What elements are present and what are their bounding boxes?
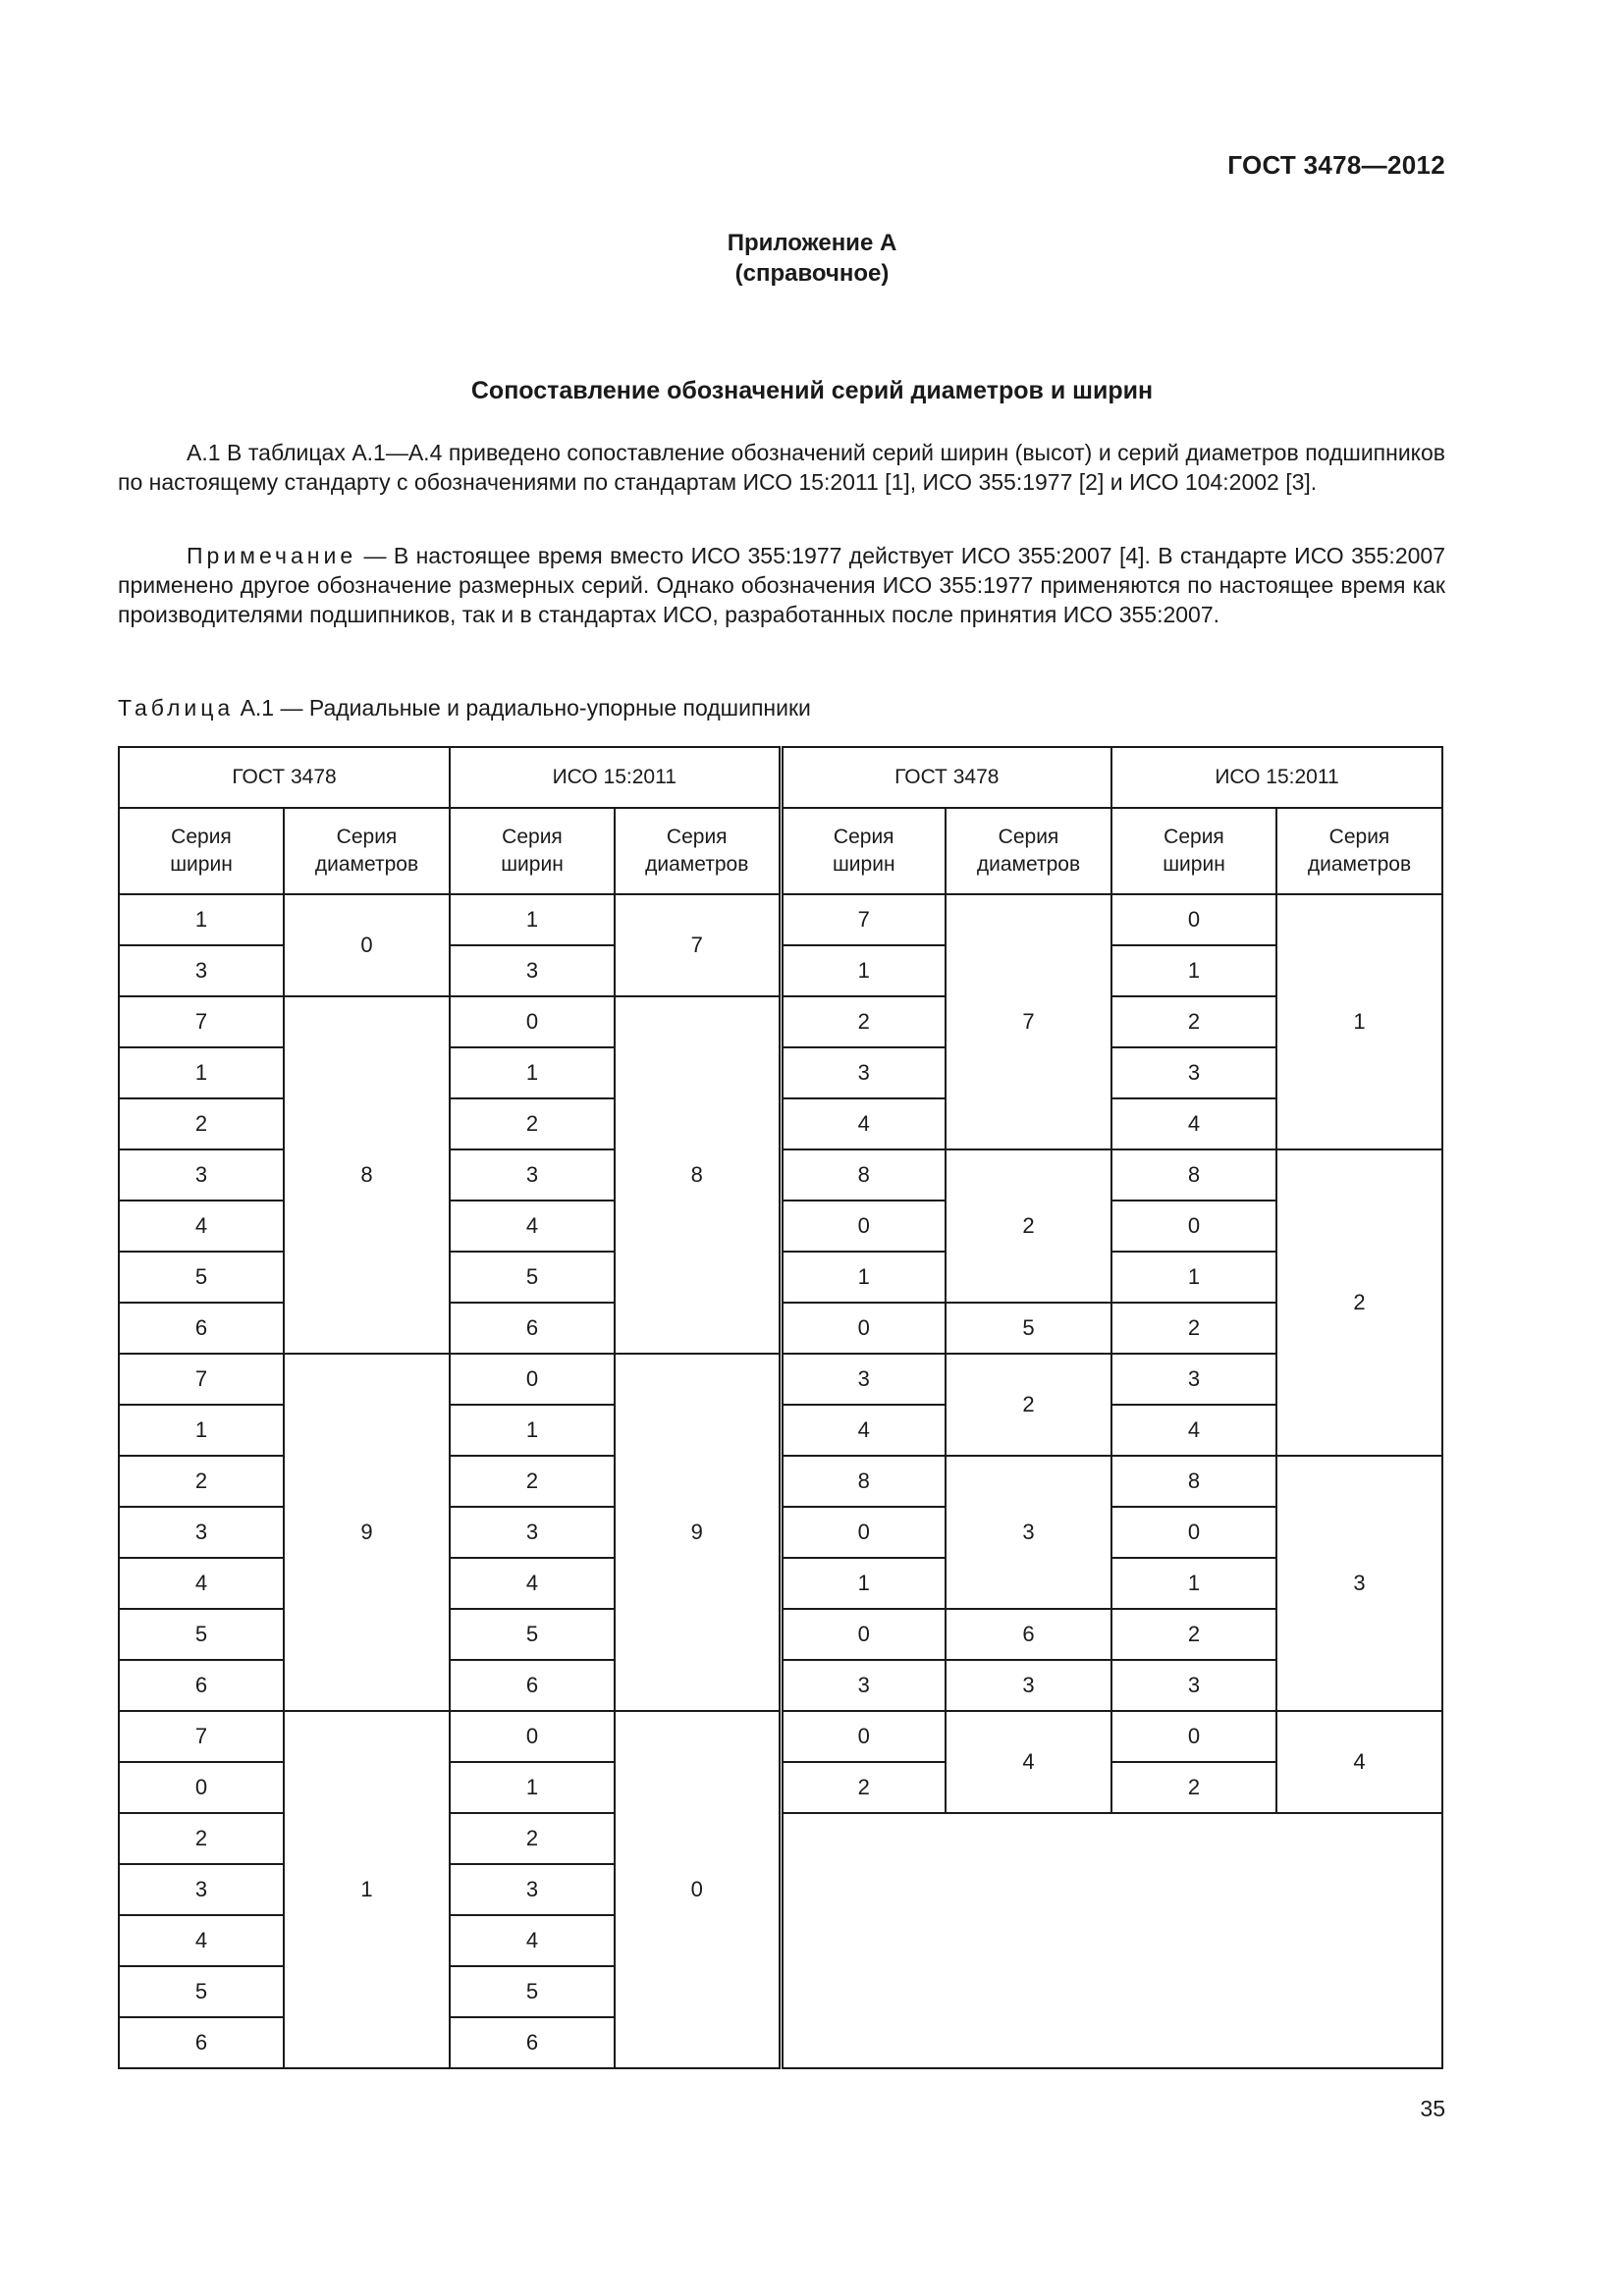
table-cell: 2 <box>1111 996 1276 1047</box>
subheader-line: ширин <box>1163 853 1225 876</box>
table-cell: 3 <box>450 945 615 996</box>
subheader-line: Серия <box>666 826 728 848</box>
table-cell: 5 <box>450 1252 615 1303</box>
table-cell: 9 <box>615 1354 781 1711</box>
table-caption <box>118 695 811 721</box>
table-cell: 2 <box>450 1098 615 1149</box>
table-cell: 0 <box>615 1711 781 2068</box>
table-cell: 3 <box>119 1149 284 1201</box>
table-cell: 0 <box>781 1609 946 1660</box>
table-cell: 0 <box>1111 1201 1276 1252</box>
group-header-iso-left: ИСО 15:2011 <box>450 747 781 808</box>
table-cell: 1 <box>450 894 615 945</box>
subheader-cell <box>946 808 1111 894</box>
table-cell: 3 <box>119 1864 284 1915</box>
table-caption-label: Таблица <box>118 695 235 721</box>
table-cell: 2 <box>781 996 946 1047</box>
group-header-iso-right: ИСО 15:2011 <box>1111 747 1442 808</box>
table-cell: 1 <box>781 1558 946 1609</box>
table-cell: 4 <box>119 1201 284 1252</box>
subheader-line: ширин <box>501 853 564 876</box>
table-cell: 3 <box>1111 1354 1276 1405</box>
table-group-header-row <box>119 747 1442 808</box>
table-cell: 2 <box>119 1813 284 1864</box>
table-cell: 1 <box>781 1252 946 1303</box>
table-caption-text: А.1 — Радиальные и радиально-упорные подшипники <box>234 695 811 721</box>
table-cell: 0 <box>781 1711 946 1762</box>
table-row <box>119 1354 1442 1405</box>
table-cell: 7 <box>946 894 1111 1149</box>
table-cell: 5 <box>450 1966 615 2017</box>
table-cell: 2 <box>781 1762 946 1813</box>
subheader-line: Серия <box>998 826 1059 848</box>
subheader-cell <box>1111 808 1276 894</box>
table-cell: 3 <box>781 1660 946 1711</box>
subheader-cell <box>284 808 450 894</box>
table-row <box>119 894 1442 945</box>
table-cell: 9 <box>284 1354 450 1711</box>
table-cell: 8 <box>284 996 450 1354</box>
annex-heading <box>0 228 1624 289</box>
table-cell: 1 <box>119 894 284 945</box>
table-cell: 1 <box>119 1047 284 1098</box>
table-cell: 7 <box>119 1711 284 1762</box>
note-text: — В настоящее время вместо ИСО 355:1977 действует ИСО 355:2007 [4]. В стандарте ИСО 355:2007 применено другое обозначение размерных серий. Однако обозначения ИСО 355:1977 применяются по настоящее время как производителями подшипников, так и в стандартах ИСО, разработанных после принятия ИСО 355:2007. <box>118 543 1445 627</box>
table-cell: 4 <box>119 1915 284 1966</box>
table-cell: 0 <box>450 1711 615 1762</box>
table-row <box>119 996 1442 1047</box>
table-cell: 4 <box>1111 1098 1276 1149</box>
table-cell: 4 <box>450 1558 615 1609</box>
table-cell: 0 <box>1111 1507 1276 1558</box>
table-cell: 1 <box>1111 1252 1276 1303</box>
table-subheader-row <box>119 808 1442 894</box>
annex-kind: (справочное) <box>734 260 890 287</box>
table-cell: 0 <box>1111 894 1276 945</box>
table-cell: 1 <box>1111 945 1276 996</box>
table-cell: 6 <box>119 1303 284 1354</box>
page-number: 35 <box>1420 2096 1445 2121</box>
subheader-line: Серия <box>1164 826 1224 848</box>
table-cell: 6 <box>450 2017 615 2068</box>
table-cell: 5 <box>946 1303 1111 1354</box>
table-cell: 2 <box>450 1456 615 1507</box>
table-cell: 6 <box>119 1660 284 1711</box>
table-cell: 1 <box>284 1711 450 2068</box>
table-cell: 0 <box>781 1303 946 1354</box>
table-cell: 3 <box>450 1507 615 1558</box>
table-cell: 2 <box>1111 1762 1276 1813</box>
subheader-line: Серия <box>171 826 232 848</box>
table-empty-area <box>781 1813 1442 2068</box>
table-cell: 1 <box>450 1762 615 1813</box>
table-cell: 3 <box>450 1149 615 1201</box>
subheader-line: диаметров <box>976 853 1081 876</box>
subheader-cell <box>450 808 615 894</box>
table-cell: 8 <box>615 996 781 1354</box>
group-header-gost-right: ГОСТ 3478 <box>781 747 1111 808</box>
subheader-cell <box>119 808 284 894</box>
subheader-cell <box>615 808 781 894</box>
table-cell: 4 <box>450 1201 615 1252</box>
table-cell: 7 <box>615 894 781 996</box>
table-cell: 1 <box>781 945 946 996</box>
comparison-table <box>118 746 1443 2069</box>
table-cell: 8 <box>781 1149 946 1201</box>
table-cell: 6 <box>450 1303 615 1354</box>
paragraph-a1: А.1 В таблицах А.1—А.4 приведено сопоставление обозначений серий ширин (высот) и серий диаметров подшипников по настоящему стандарту с обозначениями по стандартам ИСО 15:2011 [1], ИСО 355:1977 [2] и ИСО 104:2002 [3]. <box>118 440 1445 495</box>
table-cell: 0 <box>450 1354 615 1405</box>
table-cell: 3 <box>1111 1660 1276 1711</box>
table-cell: 2 <box>946 1149 1111 1303</box>
table-cell: 4 <box>450 1915 615 1966</box>
group-header-gost-left: ГОСТ 3478 <box>119 747 450 808</box>
table-cell: 8 <box>781 1456 946 1507</box>
table-cell: 3 <box>450 1864 615 1915</box>
table-cell: 2 <box>119 1098 284 1149</box>
subheader-line: ширин <box>832 853 895 876</box>
subheader-line: ширин <box>170 853 233 876</box>
table-cell: 6 <box>450 1660 615 1711</box>
table-cell: 0 <box>119 1762 284 1813</box>
table-cell: 2 <box>1276 1149 1442 1456</box>
subheader-line: Серия <box>502 826 563 848</box>
table-cell: 3 <box>119 1507 284 1558</box>
table-cell: 3 <box>119 945 284 996</box>
table-cell: 5 <box>450 1609 615 1660</box>
table-cell: 3 <box>781 1047 946 1098</box>
annex-title: Приложение А <box>727 230 897 256</box>
table-cell: 2 <box>946 1354 1111 1456</box>
table-cell: 1 <box>1111 1558 1276 1609</box>
table-cell: 1 <box>119 1405 284 1456</box>
subheader-line: Серия <box>833 826 894 848</box>
document-code: ГОСТ 3478—2012 <box>1227 150 1445 180</box>
note-label: Примечание <box>187 543 357 568</box>
table-cell: 0 <box>781 1201 946 1252</box>
table-cell: 1 <box>1276 894 1442 1149</box>
table-cell: 3 <box>1111 1047 1276 1098</box>
table-cell: 3 <box>781 1354 946 1405</box>
subheader-line: диаметров <box>645 853 749 876</box>
subheader-line: Серия <box>336 826 398 848</box>
table-cell: 0 <box>1111 1711 1276 1762</box>
table-cell: 5 <box>119 1609 284 1660</box>
table-cell: 3 <box>946 1456 1111 1609</box>
table-cell: 8 <box>1111 1456 1276 1507</box>
table-cell: 6 <box>946 1609 1111 1660</box>
subheader-line: диаметров <box>314 853 419 876</box>
table-row <box>119 1711 1442 1762</box>
table-cell: 2 <box>450 1813 615 1864</box>
table-cell: 5 <box>119 1252 284 1303</box>
subheader-line: диаметров <box>1307 853 1412 876</box>
subheader-line: Серия <box>1328 826 1390 848</box>
table-cell: 7 <box>119 996 284 1047</box>
table-cell: 3 <box>1276 1456 1442 1711</box>
section-title: Сопоставление обозначений серий диаметров и ширин <box>470 377 1154 404</box>
table-cell: 4 <box>1111 1405 1276 1456</box>
table-cell: 0 <box>284 894 450 996</box>
table-cell: 4 <box>781 1098 946 1149</box>
table-cell: 7 <box>119 1354 284 1405</box>
table-cell: 2 <box>1111 1303 1276 1354</box>
table-cell: 1 <box>450 1047 615 1098</box>
table-cell: 2 <box>119 1456 284 1507</box>
subheader-cell <box>781 808 946 894</box>
table-cell: 4 <box>946 1711 1111 1813</box>
table-cell: 4 <box>781 1405 946 1456</box>
table-cell: 4 <box>119 1558 284 1609</box>
table-cell: 7 <box>781 894 946 945</box>
subheader-cell <box>1276 808 1442 894</box>
table-cell: 6 <box>119 2017 284 2068</box>
table-cell: 3 <box>946 1660 1111 1711</box>
table-cell: 2 <box>1111 1609 1276 1660</box>
table-cell: 4 <box>1276 1711 1442 1813</box>
table-cell: 0 <box>781 1507 946 1558</box>
table-cell: 1 <box>450 1405 615 1456</box>
table-cell: 5 <box>119 1966 284 2017</box>
table-cell: 8 <box>1111 1149 1276 1201</box>
note-paragraph <box>118 541 1445 629</box>
table-cell: 0 <box>450 996 615 1047</box>
